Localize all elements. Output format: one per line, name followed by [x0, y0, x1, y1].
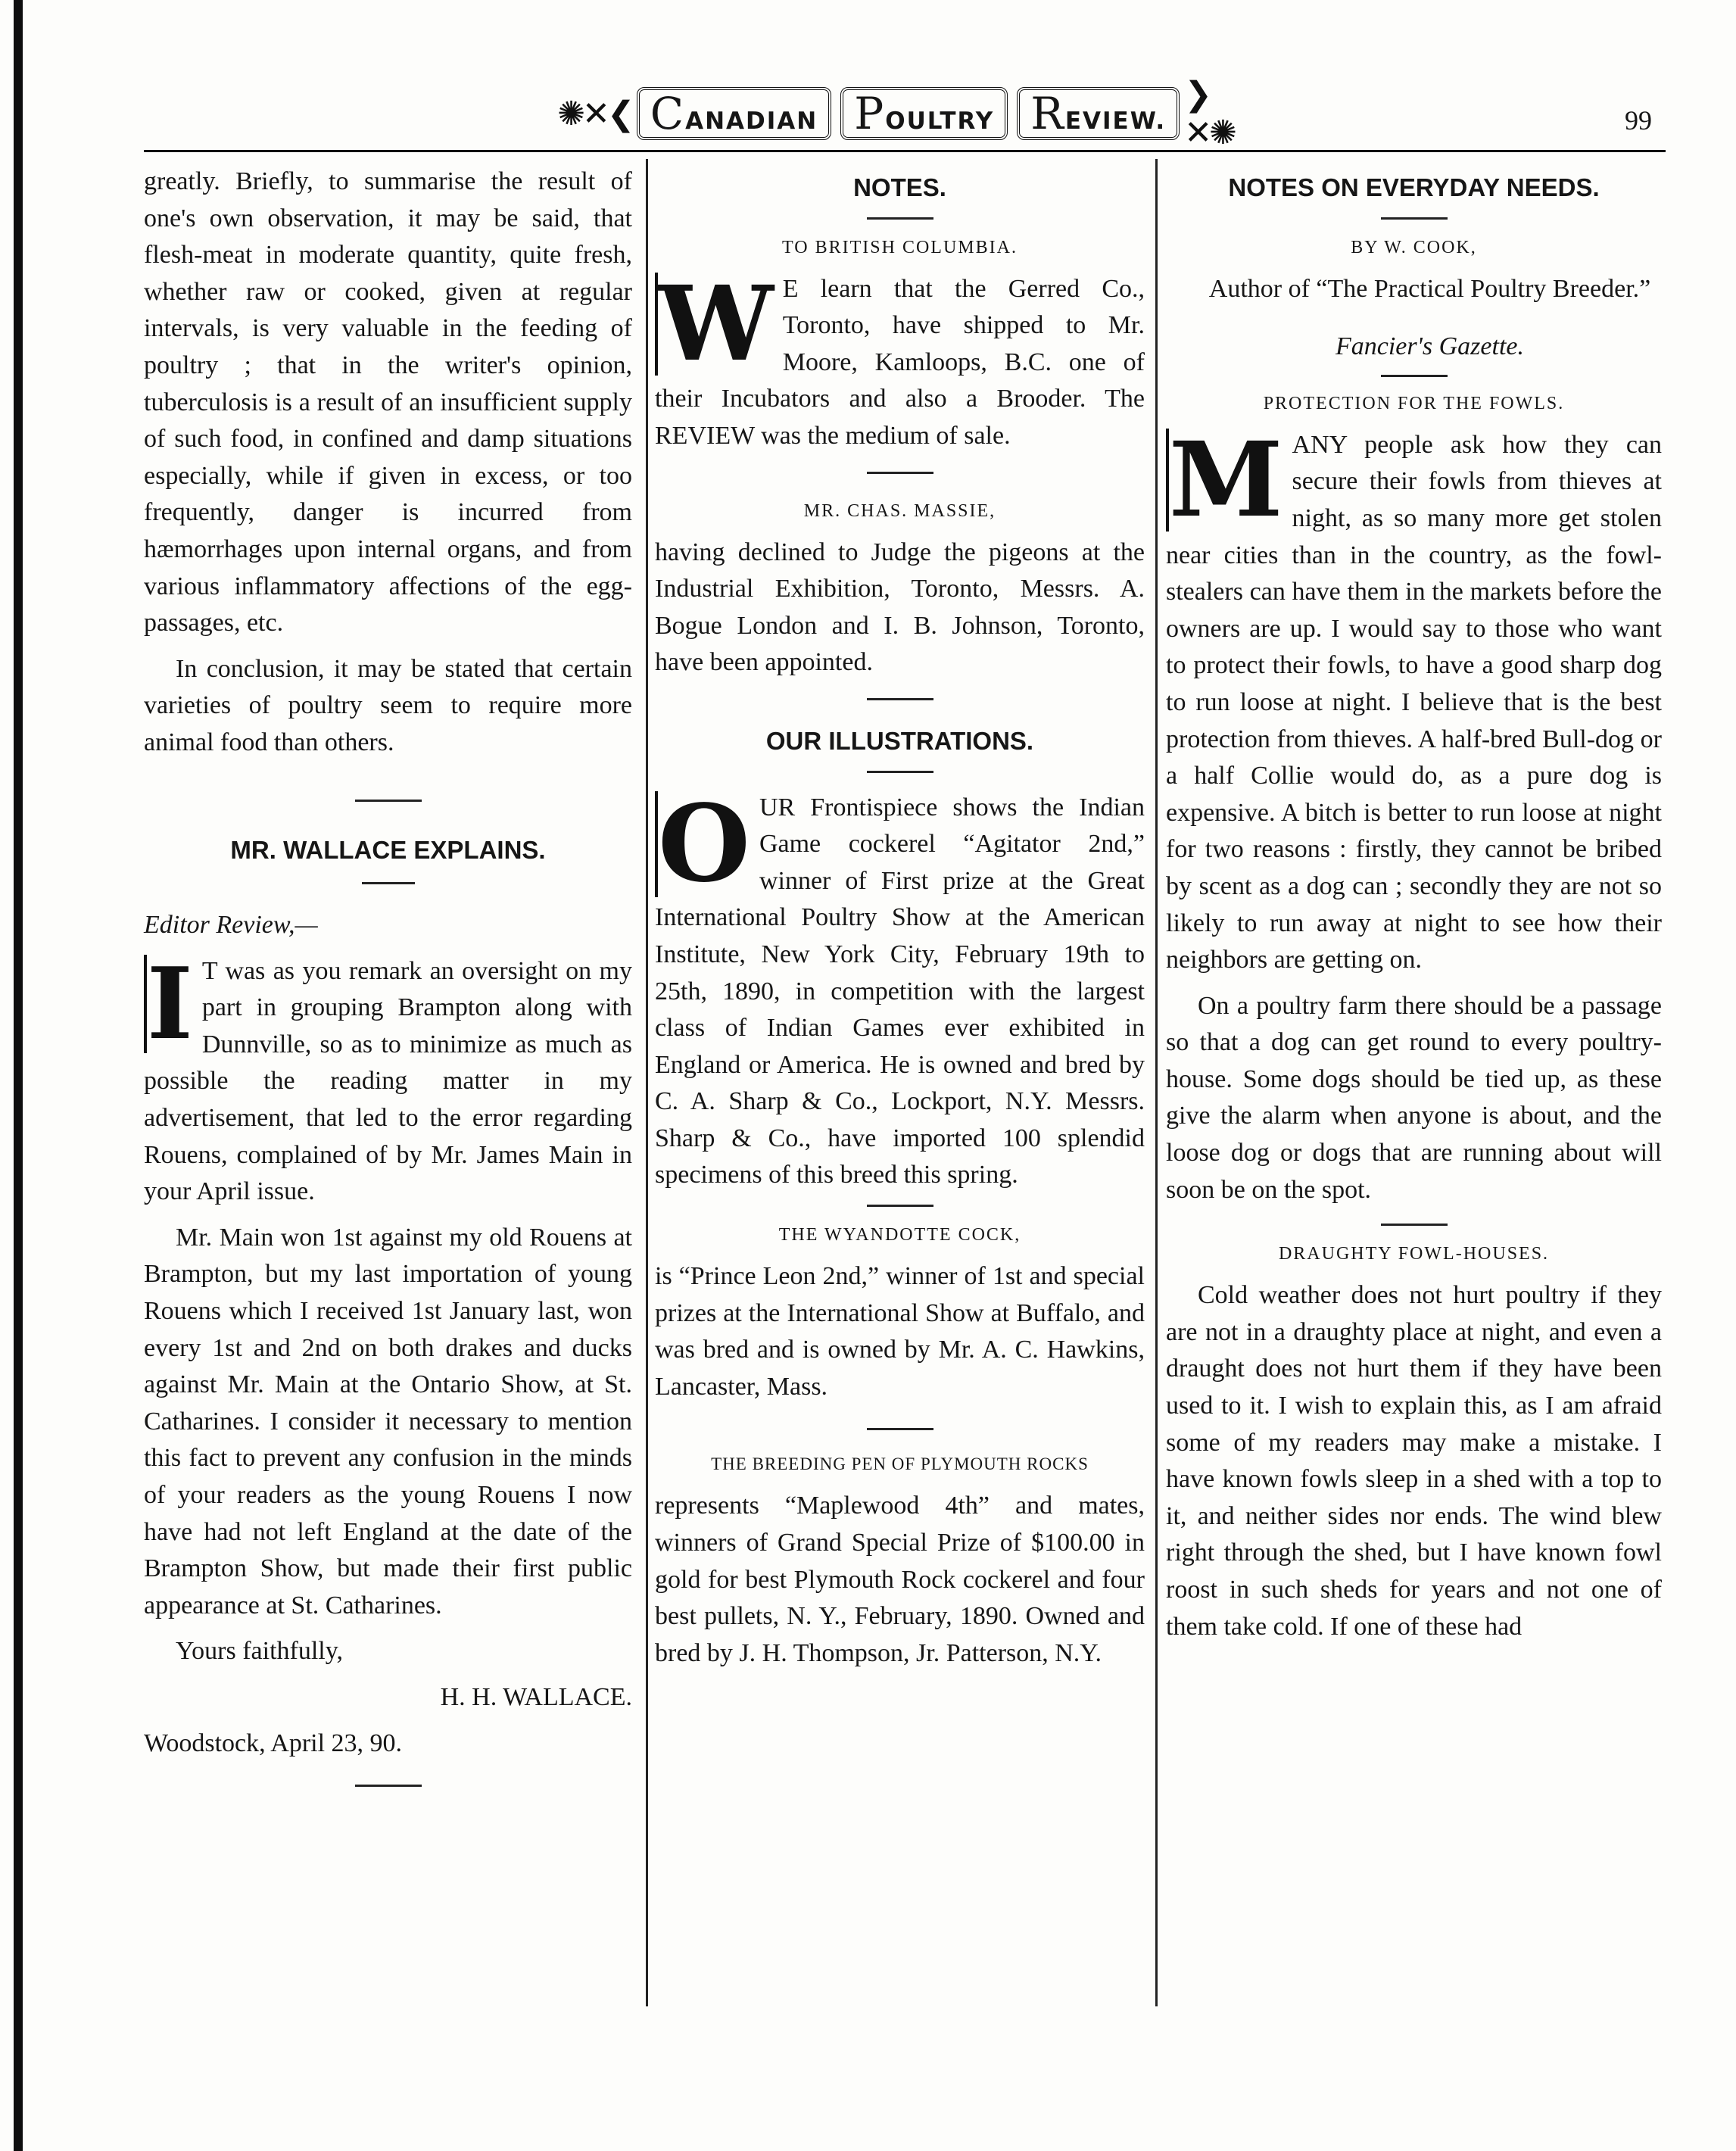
page-binding-edge [14, 0, 23, 2151]
sub-heading: PROTECTION FOR THE FOWLS. [1263, 393, 1565, 413]
paragraph: Mr. Main won 1st against my old Rouens at Brampton, but my last importation of young Rouens which I received 1st January last, won every 1st and 2nd on both drakes and ducks against Mr. Main at the Ontario Show, at St. Catharines. I consider it necessary to mention this fact to prevent any confusion in the minds of your readers as the young Rouens I now have had not left England at the date of the Brampton Show, but made their first public appearance at St. Catharines. [144, 1223, 632, 1619]
paragraph: having declined to Judge the pigeons at the Industrial Exhibition, Toronto, Messrs. A. Bogue London and I. B. Johnson, Toronto, have been appointed. [655, 538, 1145, 677]
section-separator [867, 1428, 933, 1430]
dateline: Woodstock, April 23, 90. [144, 1729, 403, 1757]
drop-cap: I [144, 955, 193, 1053]
signature: H. H. WALLACE. [440, 1682, 632, 1711]
paragraph: I T was as you remark an oversight on my part in grouping Brampton along with Dunnville, so as to minimize as much as possible the reading matter in my advertisement, that led to the error regarding Rouens, complained of by Mr. James Main in your April issue. [144, 945, 632, 1206]
paragraph: On a poultry farm there should be a passage so that a dog can get round to every poultry-house. Some dogs should be tied up, as these give the alarm when anyone is about, and the loose dog or dogs that are running about will soon be on the spot. [1166, 991, 1662, 1204]
column-rule-left [646, 159, 648, 2006]
section-heading: OUR ILLUSTRATIONS. [765, 726, 1034, 755]
left-ornament-icon: ✺✕❮ [557, 95, 632, 132]
page-number: 99 [1625, 105, 1652, 136]
section-separator [1381, 375, 1448, 377]
closing: Yours faithfully, [176, 1637, 344, 1666]
paragraph: greatly. Briefly, to summarise the result of one's own observation, it may be said, that flesh-meat in moderate quantity, quite fresh, whether raw or cooked, given at regular intervals, is very valuable in the feeding of poultry ; that in the writer's opinion, tuberculosis is a result of an insufficient supply of such food, in confined and damp situations especially, while if given in excess, or too frequently, danger is incurred from hæmorrhages upon internal organs, and from various inflammatory affections of the egg-passages, etc. [144, 167, 632, 638]
column-3 [1166, 164, 1662, 1654]
drop-cap: M [1166, 429, 1283, 532]
header-rule [144, 150, 1666, 152]
paragraph: W E learn that the Gerred Co., Toronto, have shipped to Mr. Moore, Kamloops, B.C. one of their Incubators and also a Brooder. The REVIEW was the medium of sale. [655, 263, 1145, 450]
author-credit: Author of “The Practical Poultry Breeder.” [1208, 274, 1651, 303]
section-heading: NOTES. [853, 173, 946, 201]
sub-heading: THE BREEDING PEN OF PLYMOUTH ROCKS [711, 1454, 1089, 1474]
paragraph: O UR Frontispiece shows the Indian Game cockerel “Agitator 2nd,” winner of First prize at the Great International Poultry Show at the American Institute, New York City, February 19th to 25th, 1890, in competition with the largest class of Indian Games ever exhibited in England or America. He is owned and bred by C. A. Sharp & Co., Lockport, N.Y. Messrs. Sharp & Co., have imported 100 splendid specimens of this breed this spring. [655, 781, 1145, 1189]
section-separator [355, 800, 422, 802]
sub-heading: THE WYANDOTTE COCK, [778, 1225, 1021, 1245]
section-separator [1381, 217, 1448, 220]
sub-heading: TO BRITISH COLUMBIA. [782, 237, 1018, 257]
masthead-word-poultry: POULTRY [840, 87, 1008, 140]
paragraph: Cold weather does not hurt poultry if they are not in a draughty place at night, and even a draught does not hurt them if they have been used to it. I wish to explain this, as I am afraid some of my readers may make a mistake. I have known fowls sleep in a shed with a top to it, and neither sides nor ends. The wind blew right through the shed, but I have known fowl roost in such sheds for years and not one of them take cold. If one of these had [1166, 1281, 1662, 1641]
article-heading: MR. WALLACE EXPLAINS. [230, 835, 546, 864]
paragraph: represents “Maplewood 4th” and mates, winners of Grand Special Prize of $100.00 in gold for best Plymouth Rock cockerel and four best pullets, N. Y., February, 1890. Owned and bred by J. H. Thompson, Jr. Patterson, N.Y. [655, 1492, 1145, 1667]
paragraph: M ANY people ask how they can secure their fowls from thieves at night, as so many more get stolen near cities than in the country, as the fowl-stealers can have them in the markets before the owners are up. I would say to those who want to protect their fowls, to have a good sharp dog to run loose at night. I believe that is the best protection from thieves. A half-bred Bull-dog or a half Collie would do, as a pure dog is expensive. A bitch is better to run loose at night for two reasons : firstly, they cannot be bribed by scent as a dog can ; secondly they are not so likely to run away at night to see how their neighbors are getting on. [1166, 419, 1662, 974]
sub-heading: MR. CHAS. MASSIE, [803, 500, 996, 521]
salutation: Editor Review,— [144, 911, 318, 940]
section-separator [867, 217, 933, 220]
masthead-word-canadian: CANADIAN [637, 87, 832, 140]
column-2 [655, 164, 1145, 1681]
paragraph: is “Prince Leon 2nd,” winner of 1st and special prizes at the International Show at Buffalo, and was bred and is owned by Mr. A. C. Hawkins, Lancaster, Mass. [655, 1262, 1145, 1401]
section-separator [867, 771, 933, 773]
right-ornament-icon: ❯✕✺ [1184, 76, 1234, 151]
section-separator [355, 1785, 422, 1787]
drop-cap: W [655, 273, 774, 376]
column-1 [144, 164, 632, 1810]
paragraph: In conclusion, it may be stated that certain varieties of poultry seem to require more animal food than others. [144, 654, 632, 756]
masthead-word-review: REVIEW. [1017, 87, 1180, 140]
drop-cap: O [655, 791, 750, 897]
sub-heading: DRAUGHTY FOWL-HOUSES. [1278, 1244, 1550, 1264]
section-separator [867, 1205, 933, 1207]
masthead [557, 76, 1234, 151]
byline: BY W. COOK, [1351, 237, 1477, 257]
article-heading: NOTES ON EVERYDAY NEEDS. [1228, 173, 1600, 201]
section-separator [1381, 1224, 1448, 1226]
section-separator [867, 472, 933, 474]
section-separator [867, 698, 933, 700]
column-rule-right [1155, 159, 1158, 2006]
source-credit: Fancier's Gazette. [1336, 332, 1524, 361]
section-separator [362, 882, 415, 884]
